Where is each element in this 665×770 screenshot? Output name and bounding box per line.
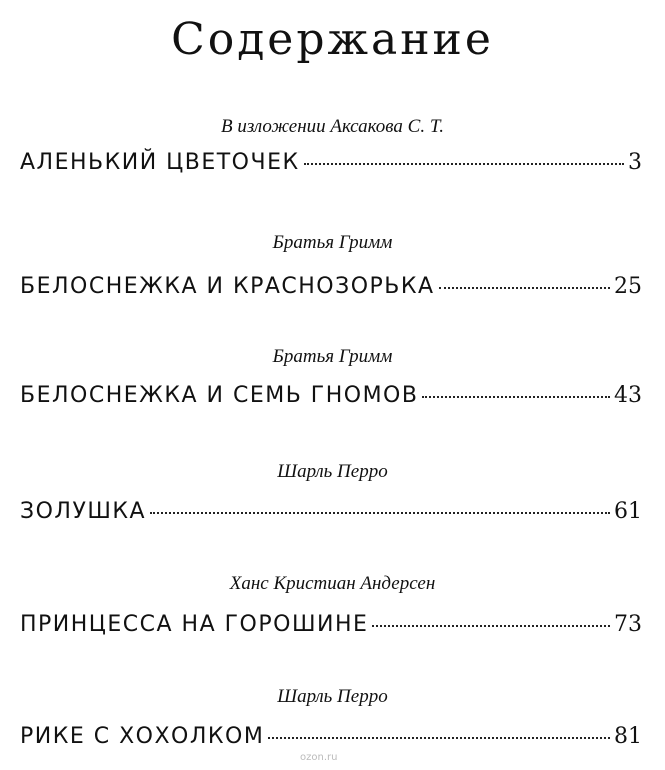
toc-entry[interactable] [0,116,665,138]
toc-entry[interactable] [0,686,665,708]
page-title: Содержание [171,14,494,65]
toc-author: В изложении Аксакова С. Т. [221,116,444,137]
toc-leader-dots [150,512,610,514]
toc-leader-dots [422,396,610,398]
toc-title[interactable]: ЗОЛУШКА [20,499,147,524]
toc-row[interactable] [20,274,642,299]
toc-author: Шарль Перро [277,686,388,707]
toc-title[interactable]: РИКЕ С ХОХОЛКОМ [20,724,265,749]
toc-leader-dots [439,287,610,289]
toc-row[interactable] [20,150,642,175]
toc-row[interactable] [20,612,642,637]
toc-title[interactable]: АЛЕНЬКИЙ ЦВЕТОЧЕК [20,150,300,175]
toc-page-number: 25 [614,274,642,299]
toc-title[interactable]: БЕЛОСНЕЖКА И КРАСНОЗОРЬКА [20,274,435,299]
toc-leader-dots [268,737,610,739]
toc-author: Братья Гримм [272,232,393,253]
toc-entry[interactable] [0,232,665,254]
toc-page-number: 61 [614,499,642,524]
toc-page-number: 81 [614,724,642,749]
toc-page-number: 43 [614,383,642,408]
toc-row[interactable] [20,724,642,749]
toc-author: Братья Гримм [272,346,393,367]
toc-title[interactable]: БЕЛОСНЕЖКА И СЕМЬ ГНОМОВ [20,383,419,408]
toc-row[interactable] [20,499,642,524]
toc-title[interactable]: ПРИНЦЕССА НА ГОРОШИНЕ [20,612,369,637]
toc-page-number: 73 [614,612,642,637]
toc-row[interactable] [20,383,642,408]
toc-author: Шарль Перро [277,461,388,482]
toc-entry[interactable] [0,461,665,483]
toc-entry[interactable] [0,346,665,368]
toc-entry[interactable] [0,573,665,595]
watermark: ozon.ru [300,752,338,763]
toc-leader-dots [304,163,624,165]
toc-leader-dots [372,625,610,627]
toc-author: Ханс Кристиан Андерсен [229,573,436,594]
toc-page-number: 3 [628,150,642,175]
